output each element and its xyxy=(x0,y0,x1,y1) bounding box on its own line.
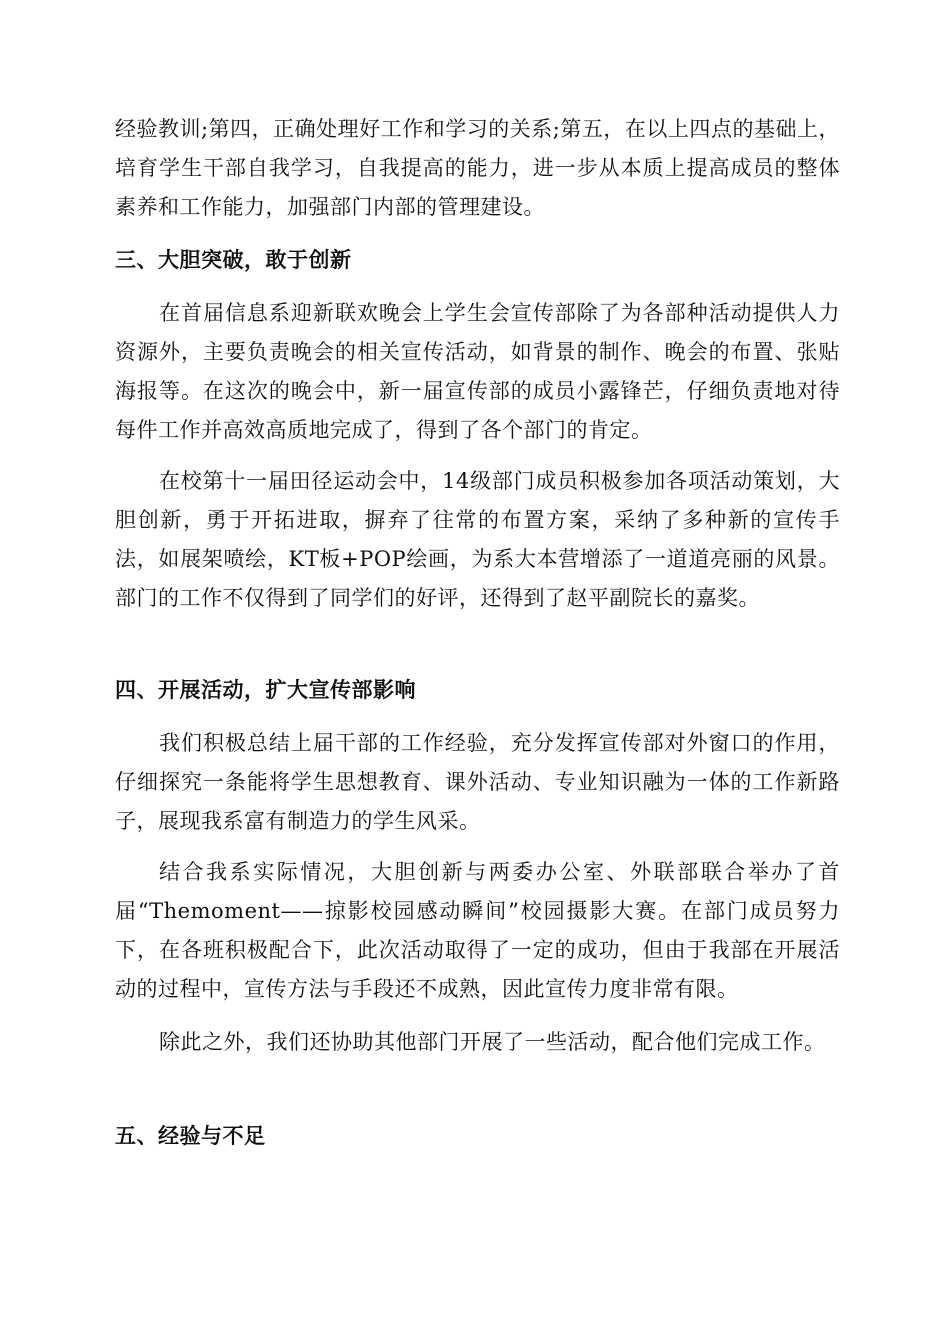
paragraph-3a: 在首届信息系迎新联欢晚会上学生会宣传部除了为各部种活动提供人力资源外，主要负责晚会的相关宣传活动，如背景的制作、晚会的布置、张贴海报等。在这次的晚会中，新一届宣传部的成员小露锋芒，仔细负责地对待每件工作并高效高质地完成了，得到了各个部门的肯定。 xyxy=(115,301,840,442)
paragraph-4c: 除此之外，我们还协助其他部门开展了一些活动，配合他们完成工作。 xyxy=(159,1030,826,1054)
paragraph-4b: 结合我系实际情况，大胆创新与两委办公室、外联部联合举办了首届“Themoment——掠影校园感动瞬间”校园摄影大赛。在部门成员努力下，在各班积极配合下，此次活动取得了一定的成功，但由于我部在开展活动的过程中，宣传方法与手段还不成熟，因此宣传力度非常有限。 xyxy=(115,860,840,1001)
section-heading-5: 五、经验与不足 xyxy=(115,1124,266,1148)
paragraph-3b: 在校第十一届田径运动会中，14级部门成员积极参加各项活动策划，大胆创新，勇于开拓进取，摒弃了往常的布置方案，采纳了多种新的宣传手法，如展架喷绘，KT板+POP绘画，为系大本营增添了一道道亮丽的风景。部门的工作不仅得到了同学们的好评，还得到了赵平副院长的嘉奖。 xyxy=(115,469,840,610)
paragraph-4a: 我们积极总结上届干部的工作经验，充分发挥宣传部对外窗口的作用，仔细探究一条能将学生思想教育、课外活动、专业知识融为一体的工作新路子，展现我系富有制造力的学生风采。 xyxy=(115,731,840,833)
section-heading-3: 三、大胆突破，敢于创新 xyxy=(115,248,352,272)
section-heading-4: 四、开展活动，扩大宣传部影响 xyxy=(115,678,416,702)
paragraph-intro: 经验教训;第四，正确处理好工作和学习的关系;第五，在以上四点的基础上，培育学生干部自我学习，自我提高的能力，进一步从本质上提高成员的整体素养和工作能力，加强部门内部的管理建设。 xyxy=(115,117,840,219)
